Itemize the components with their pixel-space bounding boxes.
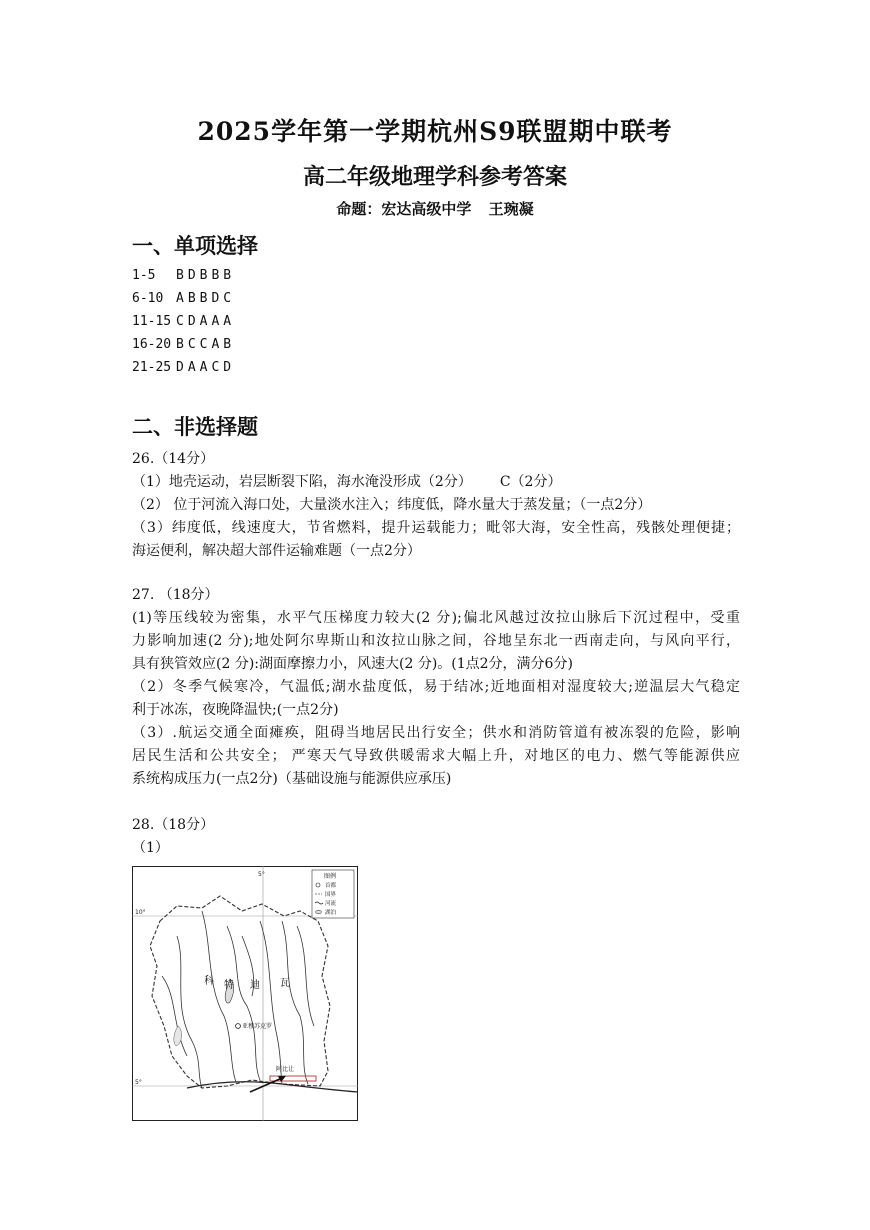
q27-line4: （2）冬季气候寒冷，气温低;湖水盐度低，易于结冰;近地面相对湿度较大;逆温层大气稳定 — [132, 679, 740, 695]
answer-range: 6-10 — [132, 291, 164, 306]
country-char: 科 — [204, 976, 214, 987]
exam-title: 2025学年第一学期杭州S9联盟期中联考 — [197, 117, 673, 146]
answer-row — [132, 314, 235, 329]
answer-letters: BCCAB — [176, 337, 236, 352]
q27-line6: （3）.航运交通全面瘫痪，阻碍当地居民出行安全；供水和消防管道有被冻裂的危险，影响 — [132, 725, 740, 741]
author-name: 王琬凝 — [488, 200, 534, 218]
country-char: 迪 — [250, 980, 260, 991]
q26-part1: （1）地壳运动，岩层断裂下陷，海水淹没形成（2分） — [132, 474, 472, 490]
answer-letters: ABBDC — [176, 291, 236, 306]
q27-line7: 居民生活和公共安全； 严寒天气导致供暖需求大幅上升，对地区的电力、燃气等能源供应 — [132, 748, 740, 764]
q27-line2: 力影响加速(2 分);地处阿尔卑斯山和汝拉山脉之间，谷地呈东北一西南走向，与风向平行， — [132, 633, 740, 649]
q28-head: 28.（18分） — [132, 817, 215, 833]
answer-row — [132, 360, 235, 375]
q26-part1-choice: C（2分） — [499, 474, 562, 490]
answer-letters: CDAAA — [176, 314, 236, 329]
q26-line4: 海运便利，解决超大部件运输难题（一点2分） — [132, 543, 421, 559]
legend-item: 国界 — [325, 892, 337, 898]
q27-line3: 具有狭管效应(2 分):湖面摩擦力小，风速大(2 分)。(1点2分，满分6分) — [132, 656, 573, 672]
question-27 — [132, 584, 740, 791]
capital-marker — [236, 1024, 241, 1029]
answer-range: 11-15 — [132, 314, 172, 329]
legend-item: 湖泊 — [325, 910, 337, 916]
legend-item: 首都 — [325, 883, 337, 889]
answer-row — [132, 268, 235, 283]
q27-line1: (1)等压线较为密集，水平气压梯度力较大(2 分);偏北风越过汝拉山脉后下沉过程中，受重 — [132, 610, 740, 626]
capital-label: 亚穆苏克罗 — [242, 1023, 273, 1030]
exam-subtitle: 高二年级地理学科参考答案 — [302, 164, 567, 190]
legend-box — [312, 870, 354, 918]
lat-label-bottom: 5° — [135, 1079, 142, 1086]
q26-line3: （3）纬度低，线速度大，节省燃料，提升运载能力；毗邻大海，安全性高，残骸处理便捷； — [132, 520, 740, 536]
lat-label-top: 10° — [135, 909, 146, 916]
legend-title: 图例 — [324, 873, 337, 880]
city-label: 阿比让 — [276, 1066, 295, 1073]
question-26 — [132, 448, 740, 563]
author-line — [0, 198, 870, 219]
q26-line2: （2） 位于河流入海口处，大量淡水注入；纬度低，降水量大于蒸发量；（一点2分） — [132, 497, 652, 513]
country-char: 瓦 — [280, 978, 290, 989]
country-char: 特 — [224, 980, 234, 991]
answer-row — [132, 291, 235, 306]
q26-head: 26.（14分） — [132, 451, 215, 467]
answer-row — [132, 337, 235, 352]
q28-sub: （1） — [132, 840, 169, 856]
q27-line8: 系统构成压力(一点2分)（基础设施与能源供应承压) — [132, 771, 452, 787]
section1-heading: 一、单项选择 — [132, 234, 258, 258]
section2-heading: 二、非选择题 — [132, 415, 258, 439]
lon-label: 5° — [258, 871, 265, 878]
q27-head: 27. （18分） — [132, 587, 219, 603]
q26-line1 — [132, 471, 740, 494]
answer-range: 1-5 — [132, 268, 156, 283]
legend-item: 河流 — [325, 901, 337, 907]
question-28 — [132, 814, 740, 860]
q27-line5: 利于冰冻，夜晚降温快;(一点2分) — [132, 702, 339, 718]
legend-lake-icon — [316, 910, 322, 913]
answer-letters: DAACD — [176, 360, 236, 375]
answer-letters: BDBBB — [176, 268, 236, 283]
answer-range: 21-25 — [132, 360, 172, 375]
answer-range: 16-20 — [132, 337, 172, 352]
cote-divoire-map — [132, 866, 358, 1121]
author-school: 命题：宏达高级中学 — [336, 200, 472, 218]
